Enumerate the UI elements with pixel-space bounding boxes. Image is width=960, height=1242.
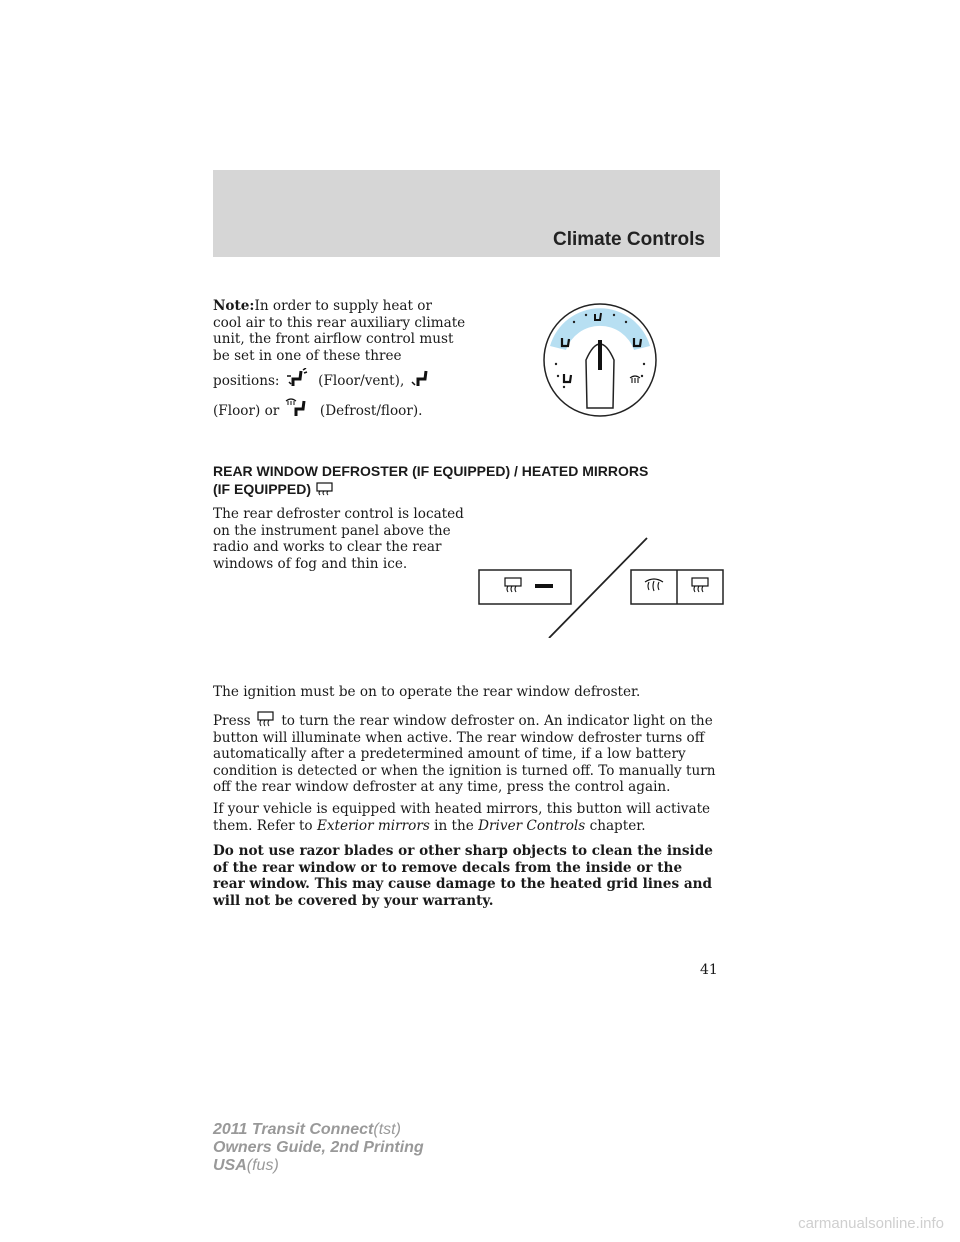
rear-defrost-icon [255, 710, 277, 728]
warning-line: will not be covered by your warranty. [213, 892, 494, 909]
footer-region: USA [213, 1157, 247, 1174]
intro-line: radio and works to clear the rear [213, 539, 442, 555]
rear-defrost-icon [315, 481, 335, 497]
indicator-light [535, 584, 553, 588]
mirrors-line: chapter. [589, 817, 646, 834]
page-number: 41 [700, 962, 718, 978]
press-line: automatically after a predetermined amount of time, if a low battery [213, 746, 686, 762]
defroster-buttons-illustration [475, 536, 727, 638]
mirrors-line: them. Refer to [213, 817, 313, 834]
press-line: condition is detected or when the ignition is turned off. To manually turn [213, 762, 716, 779]
section-title: Climate Controls [552, 229, 705, 250]
press-line: button will illuminate when active. The rear window defroster turns off [213, 729, 705, 746]
intro-line: windows of fog and thin ice. [213, 555, 408, 572]
airflow-dial-illustration [540, 300, 660, 420]
note-line: positions: [213, 373, 280, 389]
note-line: (Defrost/floor). [319, 402, 423, 419]
defrost-floor-airflow-icon [284, 396, 310, 418]
warning-line: of the rear window or to remove decals from the inside or the [213, 859, 683, 876]
heading-line: REAR WINDOW DEFROSTER (IF EQUIPPED) / HEATED MIRRORS [213, 463, 649, 479]
defroster-intro [213, 506, 473, 572]
floor-airflow-icon [409, 368, 431, 388]
warning-line: Do not use razor blades or other sharp objects to clean the inside [213, 843, 713, 859]
note-line: be set in one of these three [213, 347, 402, 364]
intro-line: The rear defroster control is located [213, 506, 464, 522]
note-line: In order to supply heat or [254, 298, 432, 314]
section-header [213, 170, 720, 257]
rear-defrost-button-drawing [479, 570, 571, 604]
ignition-text: The ignition must be on to operate the rear window defroster. [213, 684, 641, 700]
warning-line: rear window. This may cause damage to the heated grid lines and [213, 876, 713, 892]
mirrors-paragraph [213, 801, 733, 834]
exterior-mirrors-reference: Exterior mirrors [316, 817, 430, 834]
driver-controls-reference: Driver Controls [478, 817, 586, 834]
heading-line: (IF EQUIPPED) [213, 481, 312, 497]
dial-knob-pointer [598, 340, 602, 370]
note-line: cool air to this rear auxiliary climate [213, 314, 466, 331]
press-line: off the rear window defroster at any time, press the control again. [213, 779, 671, 795]
watermark: carmanualsonline.info [798, 1215, 944, 1232]
footer-guide: Owners Guide, 2nd Printing [213, 1139, 424, 1156]
press-word: Press [213, 713, 251, 729]
mirrors-line: in the [434, 817, 474, 834]
document-footer [213, 1121, 424, 1175]
note-label: Note: [213, 298, 255, 314]
press-paragraph [213, 710, 733, 796]
section-heading [213, 462, 733, 498]
note-line: unit, the front airflow control must [213, 331, 454, 347]
footer-model-code: (tst) [373, 1121, 401, 1138]
note-paragraph [213, 298, 473, 419]
press-line: to turn the rear window defroster on. An indicator light on the [281, 713, 713, 729]
footer-region-code: (fus) [246, 1157, 279, 1174]
intro-line: on the instrument panel above the [213, 522, 451, 539]
floor-vent-airflow-icon [284, 368, 310, 388]
mirrors-line: If your vehicle is equipped with heated mirrors, this button will activate [213, 801, 711, 817]
warning-paragraph [213, 843, 733, 909]
note-line: (Floor) or [213, 402, 280, 419]
note-line: (Floor/vent), [318, 373, 405, 389]
footer-model: 2011 Transit Connect [213, 1121, 374, 1138]
